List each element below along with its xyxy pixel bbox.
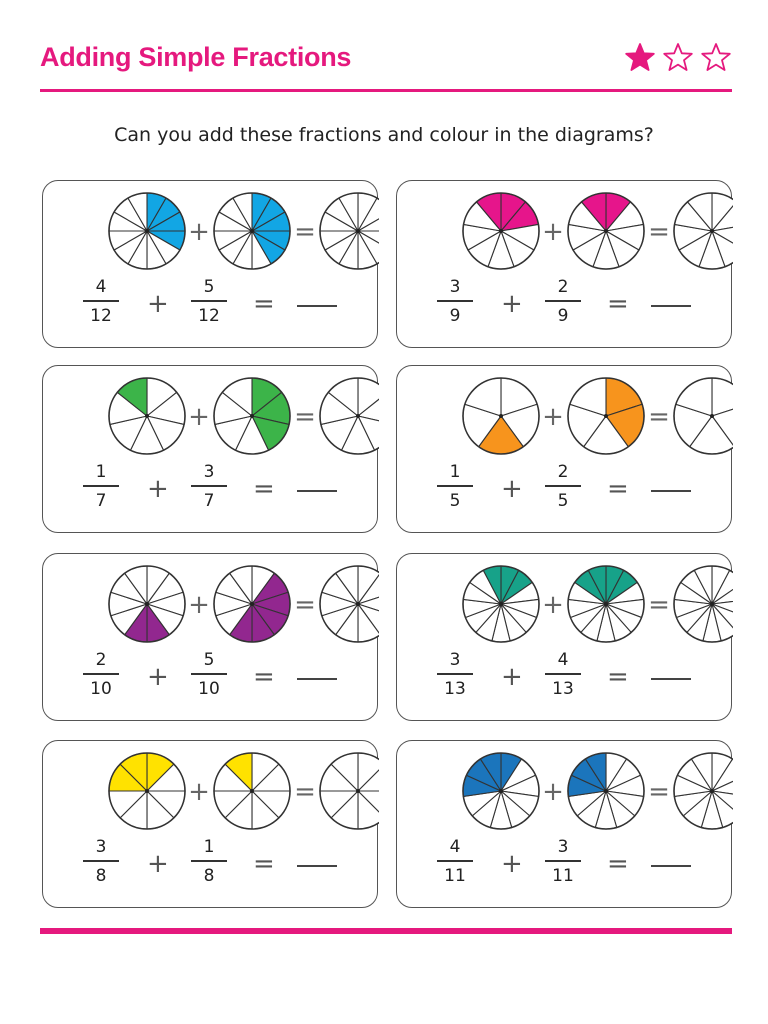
pie-diagram-a[interactable] [109, 378, 185, 454]
equals-sign: = [607, 662, 629, 692]
pie-center-dot [604, 789, 608, 793]
problem-card [396, 553, 732, 721]
fraction-bar [83, 673, 119, 675]
pie-diagram-answer[interactable] [674, 566, 733, 642]
equals-sign: = [253, 474, 275, 504]
pie-diagram-b[interactable] [568, 378, 644, 454]
fraction-bar [191, 673, 227, 675]
denominator: 7 [95, 490, 107, 511]
answer-blank[interactable] [297, 305, 337, 307]
answer-blank[interactable] [651, 490, 691, 492]
pie-diagram-a[interactable] [463, 193, 539, 269]
fraction-bar [83, 300, 119, 302]
fraction-bar [191, 860, 227, 862]
problem-card [42, 180, 378, 348]
pie-center-dot [145, 229, 149, 233]
pie-center-dot [250, 414, 254, 418]
pie-diagram-answer[interactable] [320, 753, 379, 829]
denominator: 9 [449, 305, 461, 326]
answer-blank[interactable] [297, 490, 337, 492]
numerator: 5 [203, 650, 215, 670]
fraction-a [81, 462, 121, 511]
pie-center-dot [499, 789, 503, 793]
pie-diagram-answer[interactable] [320, 566, 379, 642]
numerator: 3 [557, 837, 569, 857]
pie-diagram-answer[interactable] [674, 753, 733, 829]
fraction-diagrams [397, 741, 733, 841]
denominator: 5 [449, 490, 461, 511]
denominator: 12 [90, 305, 112, 326]
numerator: 3 [449, 650, 461, 670]
pie-diagram-b[interactable] [214, 753, 290, 829]
diagram-plus-sign: + [542, 590, 564, 620]
numerator: 4 [95, 277, 107, 297]
pie-diagram-b[interactable] [214, 566, 290, 642]
pie-center-dot [145, 414, 149, 418]
pie-center-dot [604, 602, 608, 606]
pie-center-dot [710, 229, 714, 233]
fraction-a [81, 650, 121, 699]
fraction-bar [545, 300, 581, 302]
denominator: 10 [90, 678, 112, 699]
numerator: 3 [95, 837, 107, 857]
pie-center-dot [250, 602, 254, 606]
numerator: 3 [203, 462, 215, 482]
fraction-b [189, 462, 229, 511]
pie-center-dot [604, 414, 608, 418]
answer-blank[interactable] [297, 865, 337, 867]
denominator: 11 [444, 865, 466, 886]
pie-center-dot [604, 229, 608, 233]
diagram-plus-sign: + [188, 590, 210, 620]
fraction-bar [545, 860, 581, 862]
denominator: 7 [203, 490, 215, 511]
diagram-equals-sign: = [648, 777, 670, 807]
pie-diagram-answer[interactable] [320, 193, 379, 269]
star-outline-icon [662, 42, 694, 74]
numerator: 1 [449, 462, 461, 482]
pie-center-dot [145, 789, 149, 793]
numerator: 1 [203, 837, 215, 857]
fraction-bar [191, 300, 227, 302]
fraction-diagrams [43, 554, 379, 654]
equals-sign: = [253, 662, 275, 692]
denominator: 13 [552, 678, 574, 699]
denominator: 9 [557, 305, 569, 326]
fraction-a [435, 837, 475, 886]
numerator: 4 [449, 837, 461, 857]
problem-card [396, 365, 732, 533]
diagram-plus-sign: + [188, 402, 210, 432]
pie-diagram-b[interactable] [568, 193, 644, 269]
diagram-equals-sign: = [648, 217, 670, 247]
diagram-plus-sign: + [542, 217, 564, 247]
answer-blank[interactable] [651, 305, 691, 307]
denominator: 10 [198, 678, 220, 699]
pie-center-dot [499, 229, 503, 233]
fraction-bar [437, 860, 473, 862]
denominator: 13 [444, 678, 466, 699]
pie-diagram-b[interactable] [214, 378, 290, 454]
pie-center-dot [356, 229, 360, 233]
numerator: 3 [449, 277, 461, 297]
equals-sign: = [607, 849, 629, 879]
fraction-diagrams [43, 181, 379, 281]
problem-card [396, 740, 732, 908]
fraction-diagrams [397, 366, 733, 466]
plus-sign: + [147, 849, 169, 879]
diagram-equals-sign: = [294, 402, 316, 432]
diagram-plus-sign: + [542, 402, 564, 432]
denominator: 8 [95, 865, 107, 886]
page-header [40, 40, 732, 90]
fraction-a [435, 277, 475, 326]
diagram-plus-sign: + [542, 777, 564, 807]
pie-diagram-b[interactable] [568, 566, 644, 642]
pie-diagram-a[interactable] [109, 753, 185, 829]
fraction-a [435, 650, 475, 699]
page-title: Adding Simple Fractions [40, 42, 352, 72]
pie-center-dot [710, 789, 714, 793]
difficulty-stars [624, 42, 732, 74]
pie-diagram-answer[interactable] [674, 193, 733, 269]
problem-card [42, 740, 378, 908]
pie-diagram-a[interactable] [463, 753, 539, 829]
diagram-equals-sign: = [294, 590, 316, 620]
fraction-bar [83, 860, 119, 862]
footer-rule [40, 928, 732, 934]
numerator: 4 [557, 650, 569, 670]
equals-sign: = [607, 289, 629, 319]
pie-center-dot [250, 789, 254, 793]
denominator: 12 [198, 305, 220, 326]
fraction-bar [437, 673, 473, 675]
plus-sign: + [501, 289, 523, 319]
fraction-b [189, 277, 229, 326]
answer-blank[interactable] [297, 678, 337, 680]
fraction-b [543, 837, 583, 886]
fraction-b [189, 650, 229, 699]
pie-diagram-answer[interactable] [320, 378, 379, 454]
numerator: 2 [557, 277, 569, 297]
equals-sign: = [253, 289, 275, 319]
pie-diagram-a[interactable] [463, 378, 539, 454]
pie-center-dot [499, 602, 503, 606]
diagram-plus-sign: + [188, 217, 210, 247]
pie-center-dot [499, 414, 503, 418]
fraction-b [543, 277, 583, 326]
equals-sign: = [607, 474, 629, 504]
pie-diagram-a[interactable] [463, 566, 539, 642]
plus-sign: + [147, 474, 169, 504]
fraction-bar [191, 485, 227, 487]
problem-card [42, 553, 378, 721]
pie-center-dot [145, 602, 149, 606]
fraction-a [81, 277, 121, 326]
diagram-plus-sign: + [188, 777, 210, 807]
answer-blank[interactable] [651, 865, 691, 867]
fraction-bar [83, 485, 119, 487]
diagram-equals-sign: = [648, 590, 670, 620]
pie-center-dot [356, 789, 360, 793]
plus-sign: + [147, 289, 169, 319]
pie-diagram-b[interactable] [214, 193, 290, 269]
fraction-a [435, 462, 475, 511]
pie-center-dot [710, 414, 714, 418]
equals-sign: = [253, 849, 275, 879]
fraction-diagrams [43, 741, 379, 841]
fraction-bar [437, 300, 473, 302]
pie-diagram-a[interactable] [109, 193, 185, 269]
pie-center-dot [356, 602, 360, 606]
instruction-text: Can you add these fractions and colour in the diagrams? [114, 124, 654, 146]
fraction-bar [437, 485, 473, 487]
pie-center-dot [356, 414, 360, 418]
answer-blank[interactable] [651, 678, 691, 680]
denominator: 5 [557, 490, 569, 511]
fraction-a [81, 837, 121, 886]
fraction-b [543, 650, 583, 699]
numerator: 5 [203, 277, 215, 297]
pie-diagram-answer[interactable] [674, 378, 733, 454]
pie-center-dot [250, 229, 254, 233]
plus-sign: + [501, 662, 523, 692]
problem-card [42, 365, 378, 533]
numerator: 1 [95, 462, 107, 482]
star-outline-icon [700, 42, 732, 74]
diagram-equals-sign: = [294, 217, 316, 247]
fraction-bar [545, 485, 581, 487]
problem-card [396, 180, 732, 348]
fraction-diagrams [43, 366, 379, 466]
plus-sign: + [501, 849, 523, 879]
fraction-diagrams [397, 554, 733, 654]
header-rule [40, 89, 732, 92]
denominator: 11 [552, 865, 574, 886]
fraction-bar [545, 673, 581, 675]
fraction-b [543, 462, 583, 511]
star-filled-icon [624, 42, 656, 74]
pie-center-dot [710, 602, 714, 606]
diagram-equals-sign: = [294, 777, 316, 807]
diagram-equals-sign: = [648, 402, 670, 432]
pie-diagram-b[interactable] [568, 753, 644, 829]
plus-sign: + [501, 474, 523, 504]
plus-sign: + [147, 662, 169, 692]
denominator: 8 [203, 865, 215, 886]
numerator: 2 [557, 462, 569, 482]
numerator: 2 [95, 650, 107, 670]
pie-diagram-a[interactable] [109, 566, 185, 642]
fraction-b [189, 837, 229, 886]
fraction-diagrams [397, 181, 733, 281]
